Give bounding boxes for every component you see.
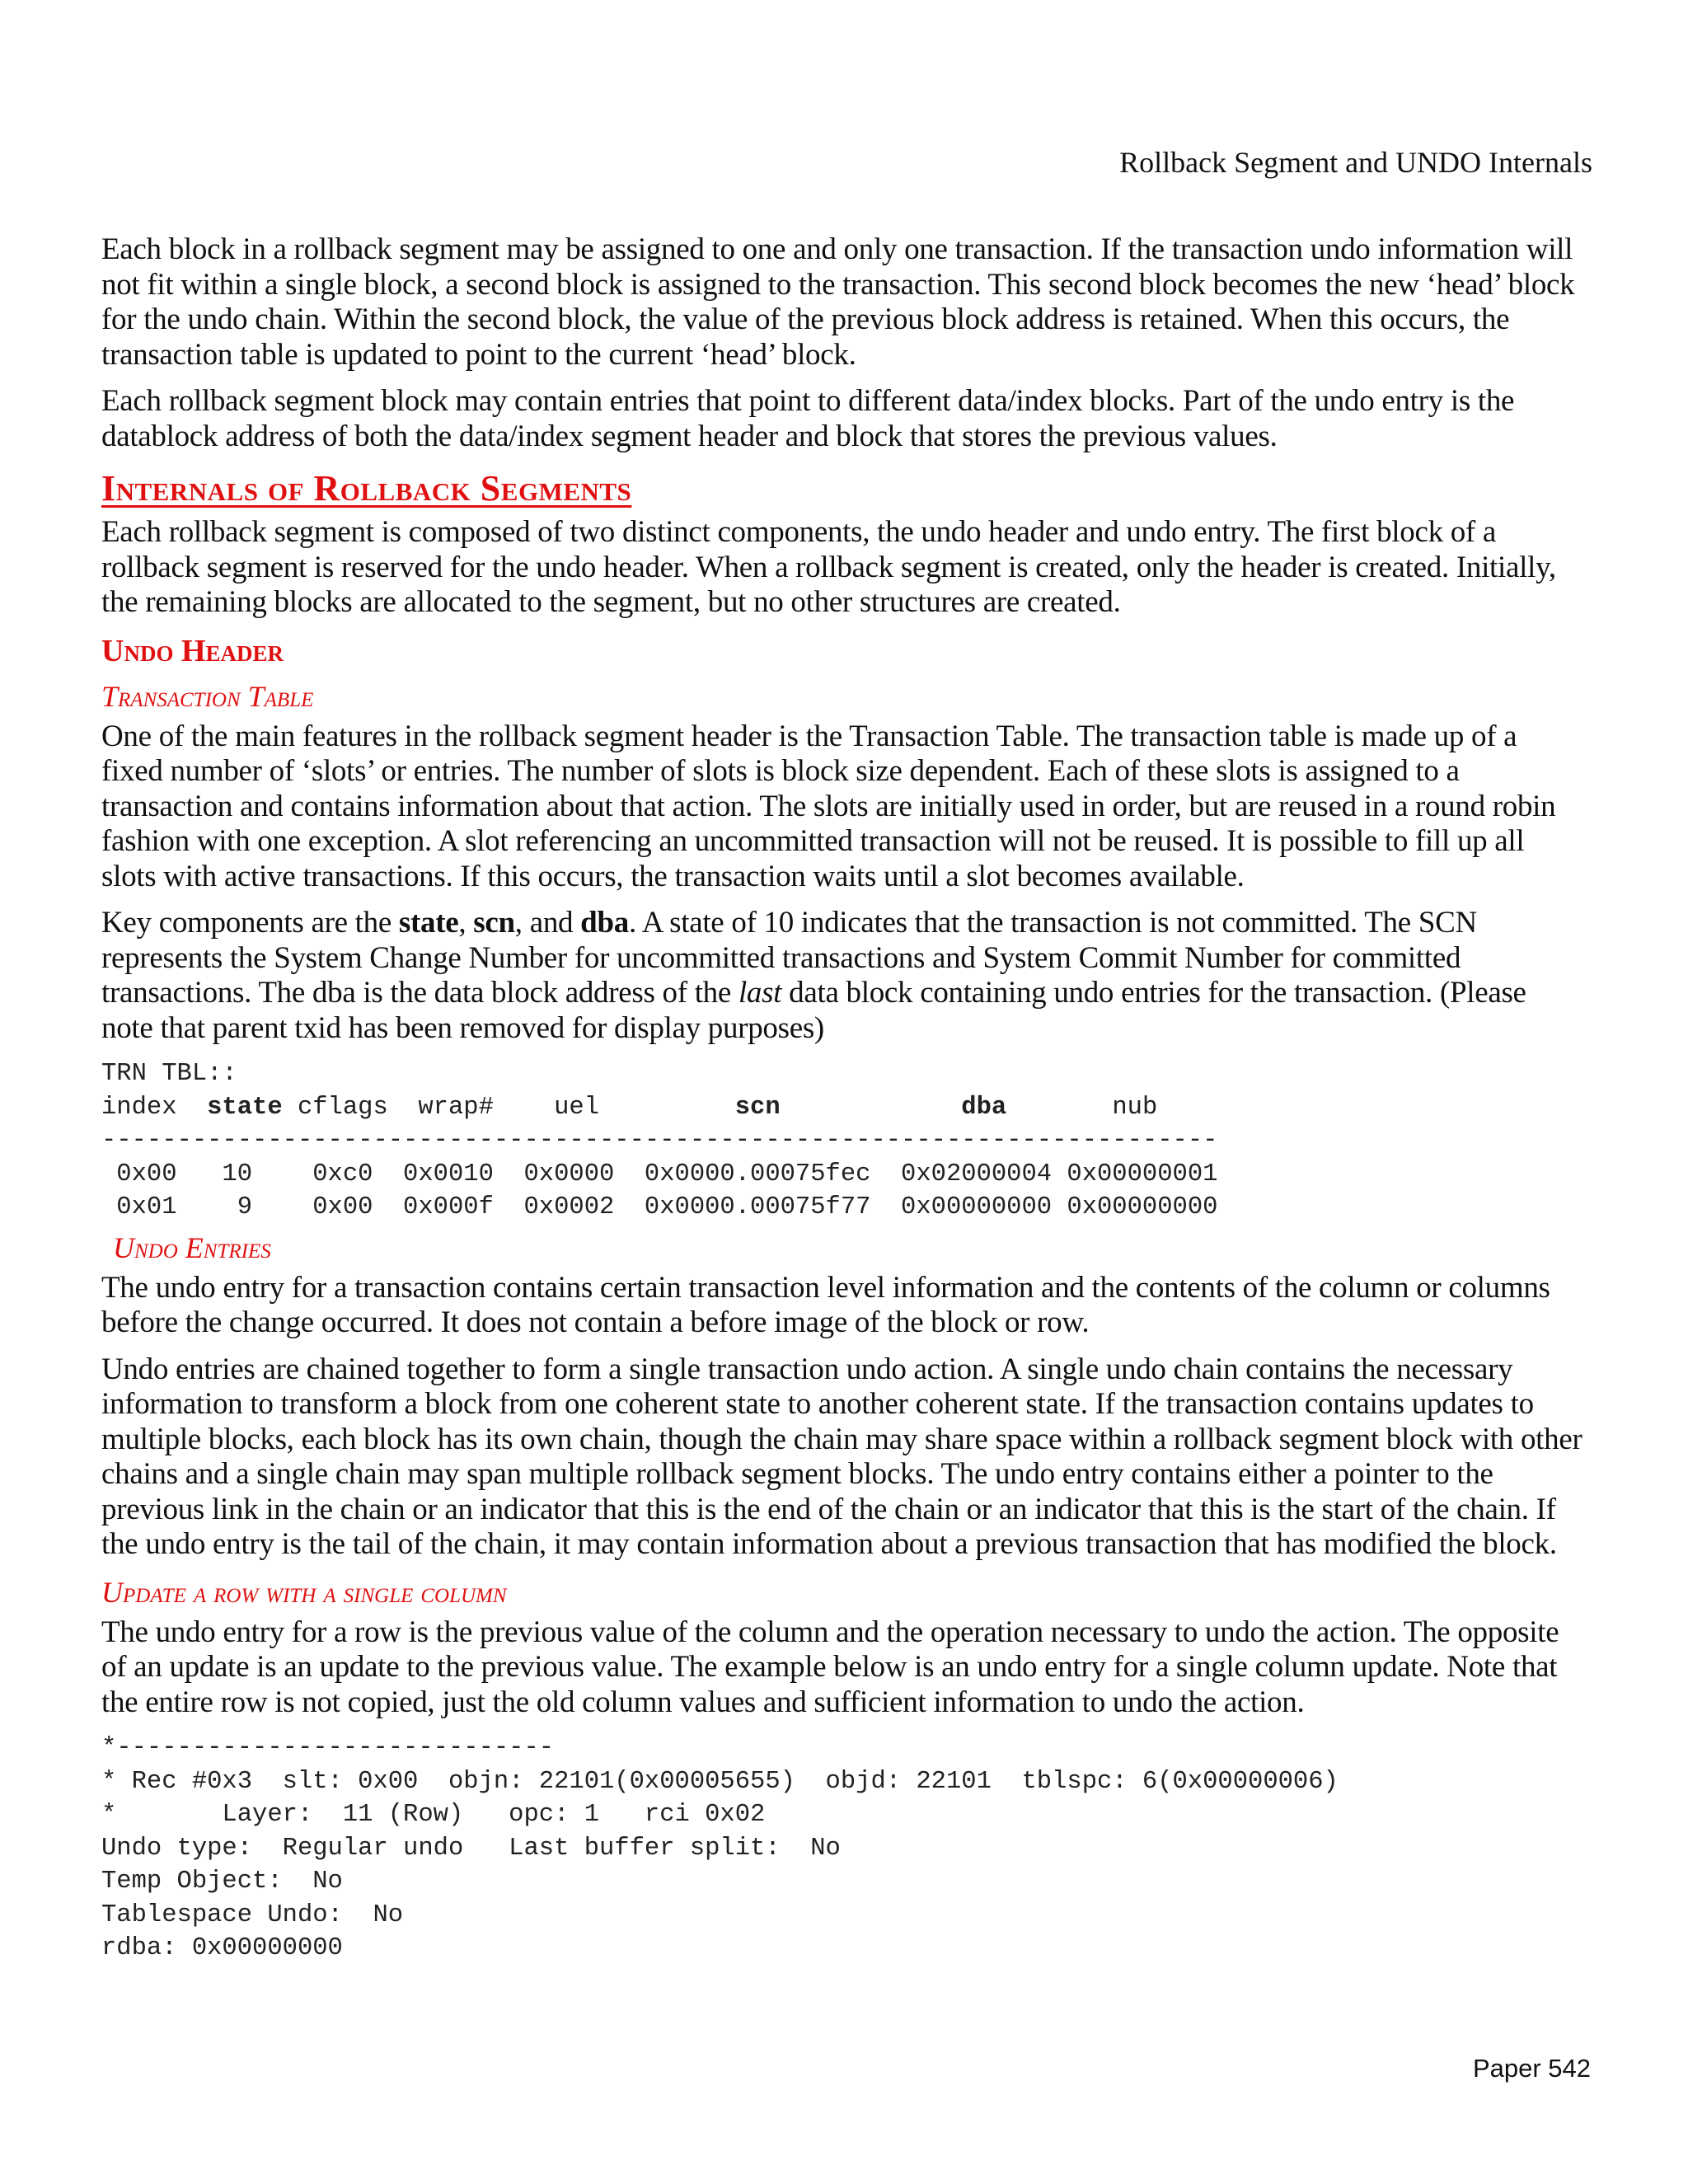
keyword-scn: scn: [473, 906, 515, 940]
trn-table-listing: [101, 1057, 1585, 1225]
separator-comma: ,: [458, 906, 474, 940]
section-heading-internals: Internals of Rollback Segments: [101, 468, 632, 509]
col-nub-header: nub: [1006, 1093, 1158, 1122]
undo-record-line: * Layer: 11 (Row) opc: 1 rci 0x02: [101, 1801, 766, 1829]
key-components-prefix: Key components are the: [101, 906, 399, 940]
intro-paragraph-1: Each block in a rollback segment may be assigned to one and only one transaction. If the transaction undo information will not fit within a single block, a second block is assigned to the transaction. This second block becomes the new ‘head’ block for the undo chain. Within the second block, the value of the previous block address is retained. When this occurs, the transaction table is updated to point to the current ‘head’ block.: [101, 232, 1575, 372]
intro-paragraph-2: Each rollback segment block may contain entries that point to different data/index blocks. Part of the undo entry is the datablock address of both the data/index segment header and block that stores the previous values.: [101, 384, 1515, 453]
emphasis-last: last: [738, 976, 782, 1010]
keyword-dba: dba: [580, 906, 629, 940]
col-index-header: index: [101, 1093, 208, 1122]
col-spacer: [781, 1094, 962, 1122]
col-scn-header: scn: [734, 1093, 781, 1122]
col-state-header: state: [207, 1093, 283, 1122]
col-cflags-wrap-uel-header: cflags wrap# uel: [282, 1093, 735, 1122]
keyword-state: state: [398, 906, 459, 940]
col-dba-header: dba: [961, 1093, 1007, 1122]
undo-record-line: * Rec #0x3 slt: 0x00 objn: 22101(0x00005655) objd: 22101 tblspc: 6(0x00000006): [101, 1767, 1339, 1796]
undo-record-line: Temp Object: No: [101, 1868, 343, 1896]
trn-table-header-row: [101, 1091, 1585, 1125]
subsubsection-heading-undo-entries: Undo Entries: [113, 1230, 271, 1264]
undo-record-line: rdba: 0x00000000: [101, 1934, 343, 1962]
subsection-heading-undo-header: Undo Header: [101, 633, 284, 668]
separator-and: , and: [514, 906, 581, 940]
subsubsection-heading-transaction-table: Transaction Table: [101, 679, 314, 713]
subsubsection-heading-update-row: Update a row with a single column: [101, 1575, 507, 1609]
transaction-table-paragraph-2: [101, 906, 1585, 1046]
undo-entries-paragraph-1: The undo entry for a transaction contains certain transaction level information and the contents of the column or columns before the change occurred. It does not contain a before image of the block or row.: [101, 1270, 1550, 1339]
undo-record-line: *-----------------------------: [101, 1734, 555, 1762]
key-components-suffix: data block containing undo entries for the transaction. (Please note that parent txid has been removed for display purposes): [101, 976, 1526, 1045]
key-components-middle: . A state of 10 indicates that the transaction is not committed. The SCN represents the System Change Number for uncommitted transactions and System Commit Number for committed transactions. The dba is the data block address of the: [101, 906, 1477, 1010]
page-content: [101, 232, 1585, 1971]
internals-paragraph: Each rollback segment is composed of two distinct components, the undo header and undo entry. The first block of a rollback segment is reserved for the undo header. When a rollback segment is created, only the header is created. Initially, the remaining blocks are allocated to the segment, but no other structures are created.: [101, 515, 1556, 619]
running-header: Rollback Segment and UNDO Internals: [1119, 146, 1592, 179]
trn-table-title: TRN TBL::: [101, 1060, 237, 1088]
trn-table-separator: --------------------------------------------------------------------------: [101, 1127, 1218, 1155]
undo-record-line: Undo type: Regular undo Last buffer split: No: [101, 1834, 841, 1863]
trn-table-row: 0x00 10 0xc0 0x0010 0x0000 0x0000.00075fec 0x02000004 0x00000001: [101, 1160, 1218, 1188]
undo-record-listing: [101, 1732, 1585, 1966]
page-footer-paper-number: Paper 542: [1472, 2054, 1591, 2083]
undo-entries-paragraph-2: Undo entries are chained together to form a single transaction undo action. A single undo chain contains the necessary information to transform a block from one coherent state to another coherent state. If the transaction contains updates to multiple blocks, each block has its own chain, though the chain may share space within a rollback segment block with other chains and a single chain may span multiple rollback segment blocks. The undo entry contains either a pointer to the previous link in the chain or an indicator that this is the end of the chain or an indicator that this is the start of the chain. If the undo entry is the tail of the chain, it may contain information about a previous transaction that has modified the block.: [101, 1352, 1582, 1561]
update-row-paragraph: The undo entry for a row is the previous value of the column and the operation necessary to undo the action. The opposite of an update is an update to the previous value. The example below is an undo entry for a single column update. Note that the entire row is not copied, just the old column values and sufficient information to undo the action.: [101, 1615, 1559, 1719]
transaction-table-paragraph-1: One of the main features in the rollback segment header is the Transaction Table. The transaction table is made up of a fixed number of ‘slots’ or entries. The number of slots is block size dependent. Each of these slots is assigned to a transaction and contains information about that action. The slots are initially used in order, but are reused in a round robin fashion with one exception. A slot referencing an uncommitted transaction will not be reused. It is possible to fill up all slots with active transactions. If this occurs, the transaction waits until a slot becomes available.: [101, 719, 1556, 893]
trn-table-row: 0x01 9 0x00 0x000f 0x0002 0x0000.00075f77 0x00000000 0x00000000: [101, 1193, 1218, 1221]
undo-record-line: Tablespace Undo: No: [101, 1900, 404, 1929]
